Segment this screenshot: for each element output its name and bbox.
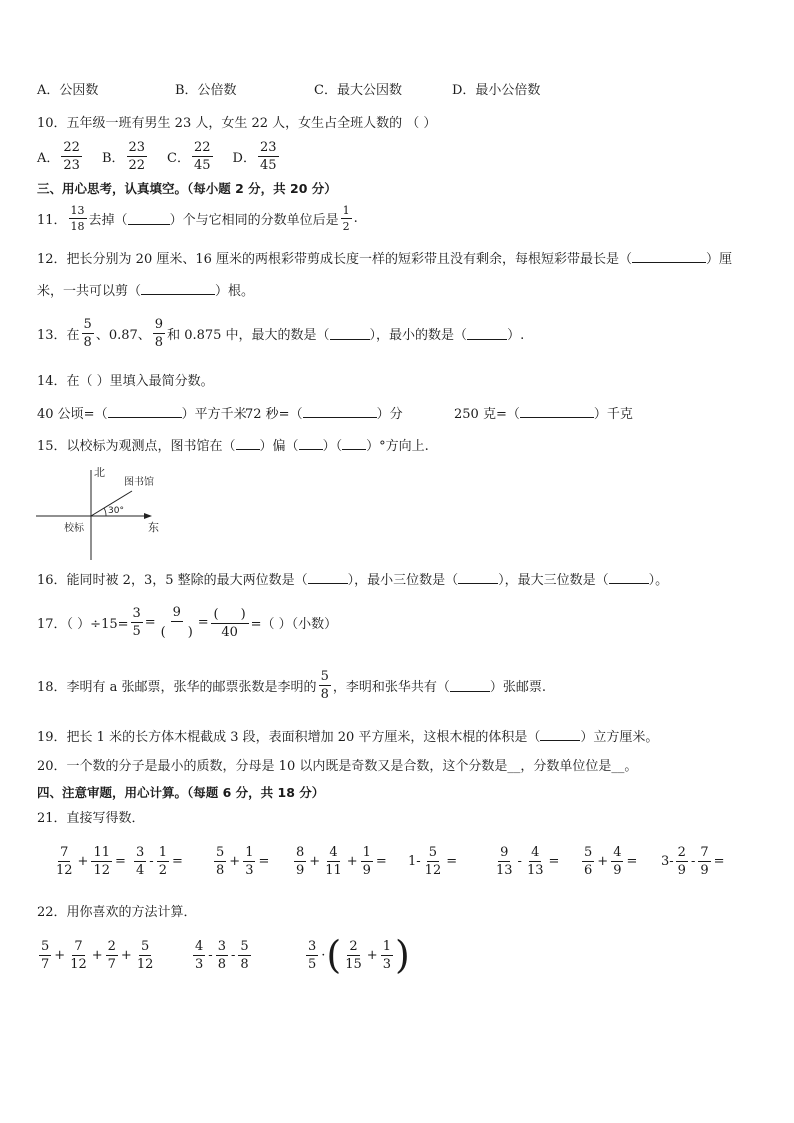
fraction: $\frac{3}{5}$ <box>308 938 317 972</box>
q14-stem: 14．在（ ）里填入最简分数。 <box>37 374 214 389</box>
fraction: $\frac{4}{11}$ <box>325 845 342 878</box>
q17-fraction-given: $\frac{3}{5}$ <box>132 606 141 639</box>
q12-text-2b: ）根。 <box>215 284 255 299</box>
q12-text-2a: 米，一共可以剪（ <box>37 284 142 299</box>
fraction: $\frac{3}{8}$ <box>217 939 226 972</box>
q11-end: . <box>353 211 358 226</box>
q16-text-4: ）。 <box>648 573 669 588</box>
section-3-heading: 三、用心思考，认真填空。（每小题 2 分，共 20 分） <box>37 181 337 196</box>
fraction: $\frac{2}{7}$ <box>107 939 116 972</box>
q22-expr-1: $\frac{5}{7}$ + $\frac{7}{12}$ + $\frac{2}{7}$ + $\frac{5}{12}$ <box>41 939 154 972</box>
q13-text-mid-1: 、0.87、 <box>95 328 151 343</box>
q16-text-2: ），最小三位数是（ <box>347 573 459 588</box>
angle-arc <box>104 508 106 516</box>
q15-answer-blank-3[interactable] <box>342 437 366 450</box>
q10-c-fraction: $\frac{22}{45}$ <box>194 140 211 173</box>
library-label: 图书馆 <box>124 477 154 488</box>
q13 <box>37 318 524 349</box>
q16-text-1: 16．能同时被 2，3，5 整除的最大两位数是（ <box>37 573 308 588</box>
q17-fraction-blank-den: $\frac{9}{( )}$ <box>160 605 193 640</box>
q9-option-d: D．最小公倍数 <box>452 83 541 98</box>
fraction: $\frac{3}{4}$ <box>136 845 145 878</box>
section-4-heading: 四、注意审题，用心计算。（每题 6 分，共 18 分） <box>37 785 325 800</box>
q11-text-1: 去掉（ <box>88 213 128 228</box>
q21-expr-2: $\frac{3}{4}$ - $\frac{1}{2}$ = <box>136 845 183 878</box>
q13-answer-blank-2[interactable] <box>467 327 507 340</box>
q18 <box>37 670 546 701</box>
q10-a-fraction: $\frac{22}{23}$ <box>63 140 80 173</box>
q19-text-2: ）立方厘米。 <box>580 730 659 745</box>
fraction: $\frac{1}{3}$ <box>382 938 391 972</box>
q12-answer-blank-2[interactable] <box>141 282 215 295</box>
q17-text-start: 17．（ ）÷15= <box>37 617 129 632</box>
left-paren: ( <box>326 933 342 977</box>
q14-answer-blank-3[interactable] <box>520 405 594 418</box>
q15-text-1: 15．以校标为观测点，图书馆在（ <box>37 439 236 454</box>
q11 <box>37 205 358 232</box>
q21-expr-6: $\frac{9}{13}$ - $\frac{4}{13}$ = <box>496 845 560 878</box>
fraction: $\frac{1}{3}$ <box>245 845 254 878</box>
q16-answer-blank-1[interactable] <box>308 571 348 584</box>
q14-part-3 <box>454 405 633 424</box>
q17-text-end: =（ ）（小数） <box>250 617 338 632</box>
q10-stem: 10．五年级一班有男生 23 人，女生 22 人，女生占全班人数的 （ ） <box>37 116 437 131</box>
q10-d-label: D． <box>232 151 256 166</box>
q21-stem: 21．直接写得数． <box>37 811 145 826</box>
fraction: $\frac{5}{8}$ <box>216 845 225 878</box>
q13-fraction-1: $\frac{5}{8}$ <box>83 317 92 350</box>
q15-text-2: ）偏（ <box>259 439 299 454</box>
compass-diagram <box>36 462 176 562</box>
fraction: $\frac{11}{12}$ <box>93 845 110 878</box>
q10-b-label: B． <box>101 151 125 166</box>
q22-expr-3: $\frac{3}{5}$ · ( $\frac{2}{15}$ + $\frac{1}{3}$ ) <box>308 933 410 977</box>
q10-c-label: C． <box>167 151 190 166</box>
q10-options <box>37 141 281 172</box>
q19-text-1: 19．把长 1 米的长方体木棍截成 3 段，表面积增加 20 平方厘米，这根木棍的体积是（ <box>37 730 541 745</box>
q11-fraction: $\frac{13}{18}$ <box>70 204 85 233</box>
q15-text-3: ）（ <box>322 439 343 454</box>
fraction: $\frac{7}{12}$ <box>70 939 87 972</box>
q14-part-2-text-a: 72 秒=（ <box>245 407 303 422</box>
q21-expr-3: $\frac{5}{8}$ + $\frac{1}{3}$ = <box>216 845 270 878</box>
fraction: $\frac{5}{6}$ <box>584 845 593 878</box>
q11-unit-fraction: $\frac{1}{2}$ <box>342 204 350 233</box>
q15-stem <box>37 437 429 456</box>
q17-equals-2: = <box>197 615 209 630</box>
q10-d-fraction: $\frac{23}{45}$ <box>259 140 277 173</box>
q19-answer-blank[interactable] <box>540 728 580 741</box>
q13-text-end: ）. <box>507 328 525 343</box>
q12-text-1: 12．把长分别为 20 厘米、16 厘米的两根彩带剪成长度一样的短彩带且没有剩余，每根短彩带最长是（ <box>37 252 633 267</box>
q18-text-1: 18．李明有 a 张邮票，张华的邮票张数是李明的 <box>37 680 317 695</box>
q15-text-4: ）°方向上. <box>366 439 429 454</box>
q13-fraction-2: $\frac{9}{8}$ <box>154 317 164 350</box>
q16-text-3: ），最大三位数是（ <box>498 573 609 588</box>
fraction: $\frac{1}{9}$ <box>362 845 371 878</box>
q9-option-c: C．最大公因数 <box>314 83 402 98</box>
q17-equals-1: = <box>144 615 156 630</box>
q19 <box>37 728 658 747</box>
east-arrow-icon <box>144 513 152 519</box>
q21-expr-8: 3- $\frac{2}{9}$ - $\frac{7}{9}$ = <box>661 845 725 878</box>
q13-text-start: 13．在 <box>37 328 80 343</box>
q18-text-2: ，李明和张华共有（ <box>332 680 450 695</box>
q11-text-2: ）个与它相同的分数单位后是 <box>169 213 339 228</box>
q11-number: 11． <box>37 213 67 228</box>
q14-part-1 <box>37 405 247 424</box>
q21-expr-7: $\frac{5}{6}$ + $\frac{4}{9}$ = <box>584 845 638 878</box>
q18-answer-blank[interactable] <box>450 679 490 692</box>
q12-text-1-end: ）厘 <box>706 252 733 267</box>
q9-option-a: A．公因数 <box>37 83 99 98</box>
origin-label: 校标 <box>64 523 84 534</box>
fraction: $\frac{2}{15}$ <box>345 938 362 972</box>
q14-part-1-text-a: 40 公顷=（ <box>37 407 108 422</box>
north-label: 北 <box>94 466 105 479</box>
fraction: $\frac{2}{9}$ <box>677 845 686 878</box>
q21-expr-4: $\frac{8}{9}$ + $\frac{4}{11}$ + $\frac{1}{9}$ = <box>296 845 387 878</box>
q16 <box>37 571 668 590</box>
q20: 20．一个数的分子是最小的质数，分母是 10 以内既是奇数又是合数，这个分数是__，分数单位位是__。 <box>37 759 638 774</box>
q17-fraction-blank-num: $\frac{( )}{40}$ <box>211 606 249 639</box>
q10-b-fraction: $\frac{23}{22}$ <box>128 140 146 173</box>
fraction: $\frac{5}{12}$ <box>424 845 442 878</box>
q13-text-mid-3: ），最小的数是（ <box>369 328 468 343</box>
fraction: $\frac{9}{13}$ <box>496 845 513 878</box>
q18-text-3: ）张邮票. <box>489 680 546 695</box>
q17 <box>37 606 337 639</box>
fraction: $\frac{5}{7}$ <box>41 939 50 972</box>
right-paren: ) <box>394 933 410 977</box>
q14-answer-blank-2[interactable] <box>303 405 377 418</box>
q9-option-b: B．公倍数 <box>175 83 237 98</box>
fraction: $\frac{7}{9}$ <box>700 845 709 878</box>
q14-part-2 <box>245 405 403 424</box>
q14-part-1-text-b: ）平方千米 <box>181 407 247 422</box>
angle-label: 30° <box>108 506 124 516</box>
q11-answer-blank[interactable] <box>128 212 170 225</box>
fraction: $\frac{7}{12}$ <box>56 845 73 878</box>
q15-answer-blank-1[interactable] <box>236 437 260 450</box>
fraction: $\frac{5}{8}$ <box>240 939 249 972</box>
q22-expr-2: $\frac{4}{3}$ - $\frac{3}{8}$ - $\frac{5}{8}$ <box>195 939 249 972</box>
q14-part-3-text-a: 250 克=（ <box>454 407 520 422</box>
fraction: $\frac{4}{3}$ <box>195 939 204 972</box>
q14-part-3-text-b: ）千克 <box>593 407 633 422</box>
q14-answer-blank-1[interactable] <box>108 405 182 418</box>
q16-answer-blank-2[interactable] <box>458 571 498 584</box>
q14-part-2-text-b: ）分 <box>376 407 403 422</box>
fraction: $\frac{8}{9}$ <box>296 845 305 878</box>
q15-answer-blank-2[interactable] <box>299 437 323 450</box>
q10-a-label: A． <box>37 151 60 166</box>
q12-line-2 <box>37 282 254 301</box>
q13-answer-blank-1[interactable] <box>330 327 370 340</box>
q21-expr-1: $\frac{7}{12}$ + $\frac{11}{12}$ = <box>56 845 126 878</box>
east-label: 东 <box>148 521 159 534</box>
fraction: $\frac{4}{9}$ <box>613 845 622 878</box>
q12-line-1 <box>37 250 732 269</box>
q16-answer-blank-3[interactable] <box>609 571 649 584</box>
q12-answer-blank-1[interactable] <box>632 250 706 263</box>
q21-expr-5: 1- $\frac{5}{12}$ = <box>408 845 458 878</box>
q18-fraction: $\frac{5}{8}$ <box>320 669 329 702</box>
fraction: $\frac{5}{12}$ <box>136 939 154 972</box>
q13-text-mid-2: 和 0.875 中，最大的数是（ <box>167 328 330 343</box>
q22-stem: 22．用你喜欢的方法计算． <box>37 905 197 920</box>
fraction: $\frac{1}{2}$ <box>158 845 167 878</box>
fraction: $\frac{4}{13}$ <box>526 845 544 878</box>
